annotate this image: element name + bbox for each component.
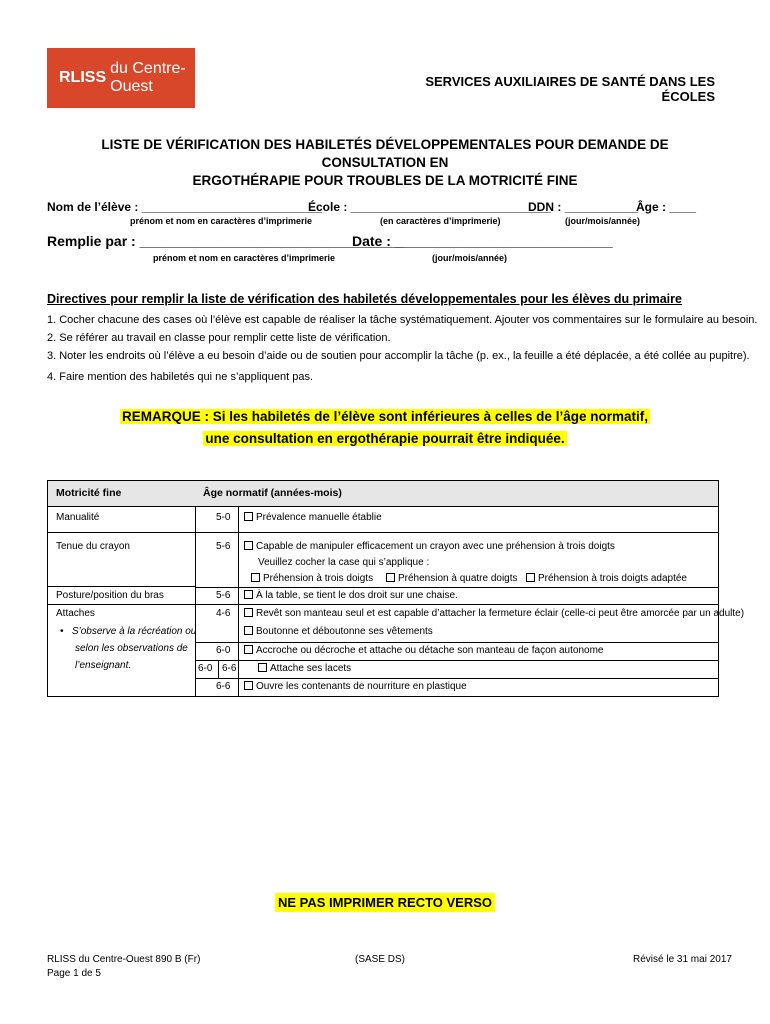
checkbox[interactable] <box>244 608 253 617</box>
attaches-age-3b: 6-6 <box>222 663 237 674</box>
attaches-item-1b[interactable]: Boutonne et déboutonne ses vêtements <box>244 626 433 637</box>
date-field[interactable]: Date : ____________________________ <box>352 233 613 249</box>
posture-label: Posture/position du bras <box>56 590 164 601</box>
crayon-age: 5-6 <box>216 541 231 552</box>
crayon-item[interactable]: Capable de manipuler efficacement un crayon avec une préhension à trois doigts <box>244 541 615 552</box>
remark <box>60 406 710 450</box>
school-field[interactable]: École : ______________________________ <box>308 200 551 214</box>
checkbox[interactable] <box>244 512 253 521</box>
checkbox[interactable] <box>244 681 253 690</box>
checkbox[interactable] <box>258 663 267 672</box>
attaches-note-2: selon les observations de <box>75 643 188 654</box>
directive-item: 3. Noter les endroits où l’élève a eu besoin d’aide ou de soutien pour accomplir la tâche (p. ex., la feuille a été déplacée, a été collée au pupitre). <box>47 350 750 362</box>
checkbox[interactable] <box>244 541 253 550</box>
checkbox[interactable] <box>526 573 535 582</box>
footer-page-number: Page 1 de 5 <box>47 968 101 979</box>
title-line-1: LISTE DE VÉRIFICATION DES HABILETÉS DÉVELOPPEMENTALES POUR DEMANDE DE CONSULTATION EN <box>101 137 669 170</box>
crayon-option-2[interactable]: Préhension à quatre doigts <box>386 573 518 584</box>
remark-line-2: une consultation en ergothérapie pourrait être indiquée. <box>205 431 565 446</box>
manualite-age: 5-0 <box>216 512 231 523</box>
filled-by-field[interactable]: Remplie par : __________________________________ <box>47 233 405 249</box>
col-motricite-header: Motricité fine <box>56 487 122 499</box>
attaches-item-4[interactable]: Ouvre les contenants de nourriture en plastique <box>244 681 467 692</box>
posture-item[interactable]: À la table, se tient le dos droit sur une chaise. <box>244 590 458 601</box>
table-header <box>48 481 718 507</box>
ddn-hint: (jour/mois/année) <box>565 216 641 226</box>
attaches-age-3: 6-0 <box>198 663 213 674</box>
crayon-option-3[interactable]: Préhension à trois doigts adaptée <box>526 573 687 584</box>
col-age-header: Âge normatif (années-mois) <box>203 487 342 499</box>
attaches-age-2: 6-0 <box>216 645 231 656</box>
school-hint: (en caractères d’imprimerie) <box>380 216 501 226</box>
attaches-age-1: 4-6 <box>216 608 231 619</box>
checkbox[interactable] <box>244 590 253 599</box>
date-hint: (jour/mois/année) <box>432 253 508 263</box>
student-name-field[interactable]: Nom de l’élève : ___________________________ <box>47 200 322 214</box>
rliss-logo <box>47 48 195 108</box>
crayon-instruction: Veuillez cocher la case qui s’applique : <box>258 557 430 568</box>
attaches-age-4: 6-6 <box>216 681 231 692</box>
skills-table <box>47 480 745 697</box>
footer-revision: Révisé le 31 mai 2017 <box>633 954 732 965</box>
checkbox[interactable] <box>386 573 395 582</box>
manualite-label: Manualité <box>56 512 100 523</box>
directive-item: 4. Faire mention des habiletés qui ne s’appliquent pas. <box>47 371 314 383</box>
checkbox[interactable] <box>251 573 260 582</box>
student-name-hint: prénom et nom en caractères d’imprimerie <box>130 216 313 226</box>
attaches-note-1: • S’observe à la récréation ou <box>60 626 197 637</box>
service-title: SERVICES AUXILIAIRES DE SANTÉ DANS LES ÉCOLES <box>425 74 715 104</box>
directives-list <box>47 311 758 386</box>
crayon-option-1[interactable]: Préhension à trois doigts <box>251 573 373 584</box>
manualite-item[interactable]: Prévalence manuelle établie <box>244 512 382 523</box>
print-notice: NE PAS IMPRIMER RECTO VERSO <box>60 895 710 910</box>
posture-age: 5-6 <box>216 590 231 601</box>
crayon-label: Tenue du crayon <box>56 541 130 552</box>
attaches-item-1[interactable]: Revêt son manteau seul et est capable d’attacher la fermeture éclair (celle-ci peut être amorcée par un adulte) <box>244 608 744 619</box>
attaches-item-3[interactable]: Attache ses lacets <box>258 663 351 674</box>
remark-line-1: REMARQUE : Si les habiletés de l’élève sont inférieures à celles de l’âge normatif, <box>122 409 648 424</box>
attaches-label: Attaches <box>56 608 95 619</box>
directives-title: Directives pour remplir la liste de vérification des habiletés développementales pour les élèves du primaire <box>47 292 682 306</box>
age-field[interactable]: Âge : ____ <box>636 200 697 214</box>
checkbox[interactable] <box>244 645 253 654</box>
title-line-2: ERGOTHÉRAPIE POUR TROUBLES DE LA MOTRICITÉ FINE <box>192 173 578 188</box>
directive-item: 1. Cocher chacune des cases où l’élève est capable de réaliser la tâche systématiquement. Ajouter vos commentaires sur le formulaire au besoin. <box>47 314 758 326</box>
logo-rest: du Centre-Ouest <box>110 60 186 95</box>
logo-bold: RLISS <box>59 69 107 86</box>
attaches-item-2[interactable]: Accroche ou décroche et attache ou détache son manteau de façon autonome <box>244 645 603 656</box>
footer-center: (SASE DS) <box>355 954 406 965</box>
checkbox[interactable] <box>244 626 253 635</box>
ddn-field[interactable]: DDN : ___________ <box>528 200 639 214</box>
attaches-note-3: l’enseignant. <box>75 660 132 671</box>
directive-item: 2. Se référer au travail en classe pour remplir cette liste de vérification. <box>47 332 391 344</box>
footer-form-id: RLISS du Centre-Ouest 890 B (Fr) <box>47 954 201 965</box>
filled-by-hint: prénom et nom en caractères d’imprimerie <box>153 253 336 263</box>
page-title <box>60 136 710 190</box>
